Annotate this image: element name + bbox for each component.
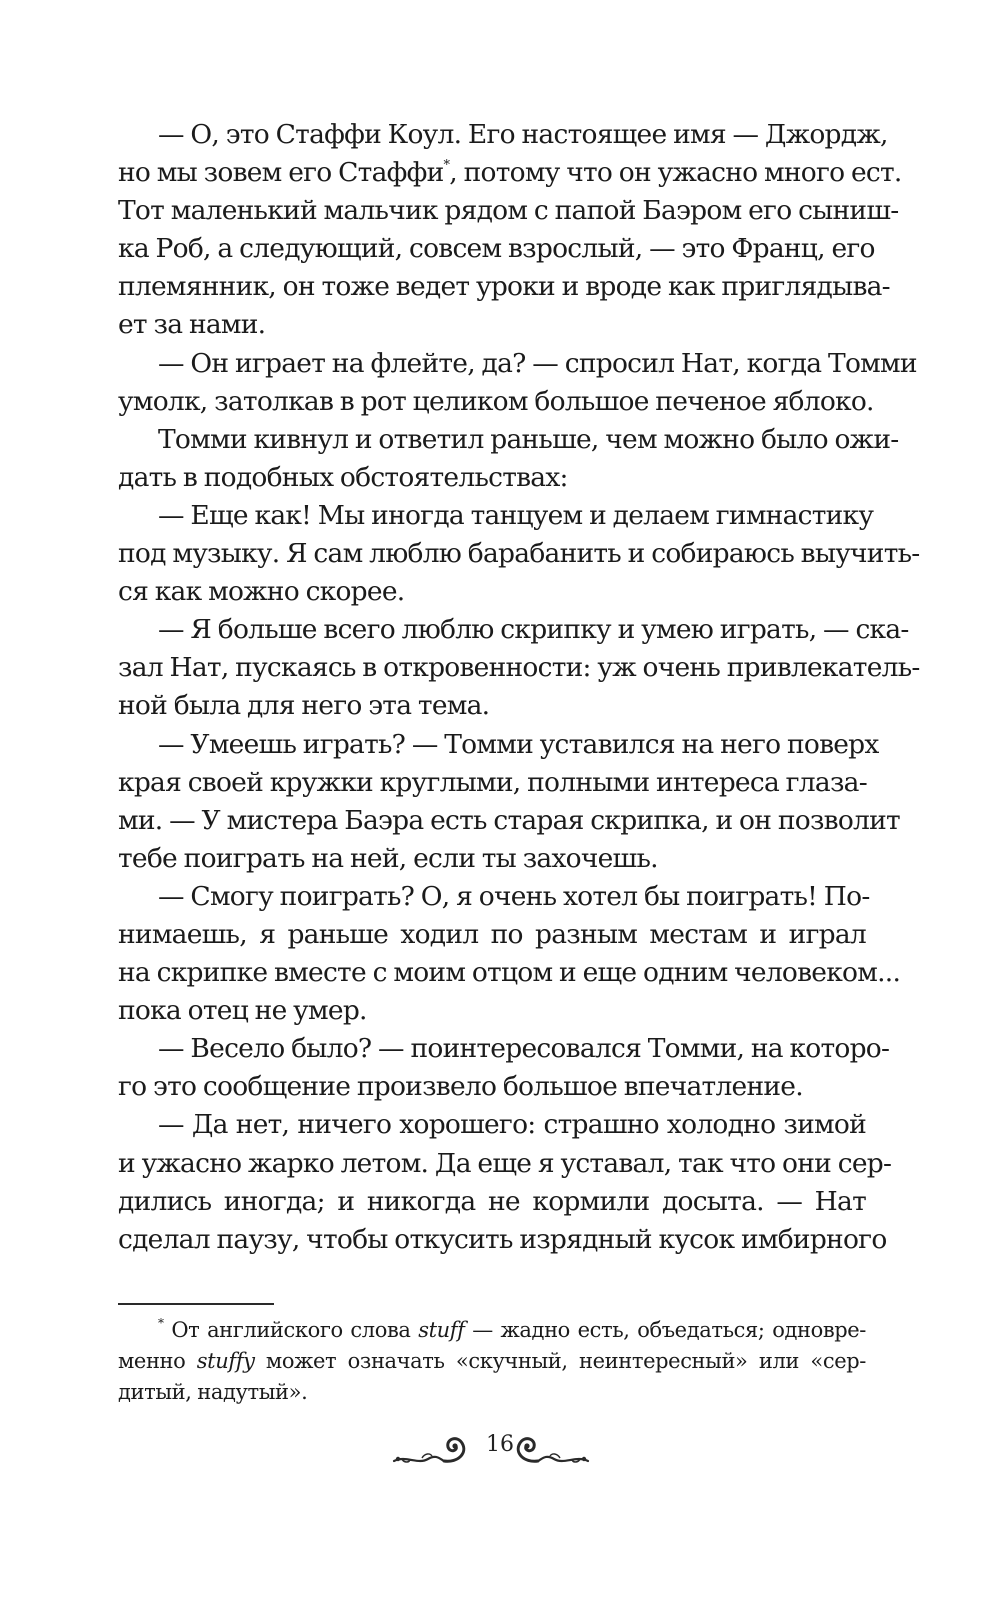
text-line: — Еще как! Мы иногда танцуем и делаем гимнастику (158, 499, 874, 531)
footnote-divider (118, 1303, 274, 1305)
text-line: Томми кивнул и ответил раньше, чем можно было ожи- (158, 423, 899, 455)
text-line: тебе поиграть на ней, если ты захочешь. (118, 842, 658, 874)
text-line: племянник, он тоже ведет уроки и вроде как приглядыва- (118, 271, 890, 303)
foreign-word: stuffy (196, 1349, 255, 1373)
text-line (118, 154, 902, 192)
text-line: дать в подобных обстоятельствах: (118, 461, 568, 493)
text-line: ся как можно скорее. (118, 576, 405, 608)
text-line: под музыку. Я сам люблю барабанить и собираюсь выучить- (118, 538, 920, 570)
text-line: — Умеешь играть? — Томми уставился на него поверх (158, 728, 879, 760)
footnote-marker: * (443, 158, 450, 174)
text-line: сделал паузу, чтобы откусить изрядный кусок имбирного (118, 1223, 887, 1255)
text-line: — Смогу поиграть? О, я очень хотел бы поиграть! По- (158, 880, 870, 912)
footnote-line: дитый, надутый». (118, 1380, 308, 1404)
footnote-line (118, 1346, 866, 1377)
text-segment: менно (118, 1349, 197, 1373)
text-line: ной была для него эта тема. (118, 690, 490, 722)
text-line: пока отец не умер. (118, 995, 367, 1027)
text-line: умолк, затолкав в рот целиком большое печеное яблоко. (118, 385, 874, 417)
text-line: — О, это Стаффи Коул. Его настоящее имя — Джордж, (158, 119, 888, 150)
text-line: ка Роб, а следующий, совсем взрослый, — это Франц, его (118, 233, 875, 265)
footnote-marker: * (158, 1316, 164, 1330)
text-segment: — жадно есть, объедаться; одновре- (464, 1318, 867, 1342)
text-line: зал Нат, пускаясь в откровенности: уж очень привлекатель- (118, 652, 920, 684)
footnote-line (118, 1315, 866, 1346)
text-segment: От английского слова (171, 1318, 419, 1342)
foreign-word: stuff (418, 1318, 465, 1342)
footnote (118, 1315, 866, 1408)
text-segment: может означать «скучный, неинтересный» или «сер- (254, 1349, 866, 1373)
text-line: го это сообщение произвело большое впечатление. (118, 1071, 803, 1103)
text-line: ми. — У мистера Баэра есть старая скрипка, и он позволит (118, 804, 900, 836)
text-segment: но мы зовем его Стаффи (118, 157, 444, 189)
scroll-ornament-icon (392, 1431, 470, 1471)
page-number: 16 (486, 1432, 514, 1457)
text-line: нимаешь, я раньше ходил по разным местам и играл (118, 918, 866, 950)
text-line: — Он играет на флейте, да? — спросил Нат, когда Томми (158, 347, 917, 379)
body-text (118, 116, 920, 1259)
text-segment: , потому что он ужасно много ест. (449, 157, 902, 189)
text-line: на скрипке вместе с моим отцом и еще одним человеком... (118, 957, 901, 989)
text-line: дились иногда; и никогда не кормили досыта. — Нат (118, 1185, 866, 1217)
text-line: Тот маленький мальчик рядом с папой Баэром его сыниш- (118, 195, 899, 227)
text-line: — Да нет, ничего хорошего: страшно холодно зимой (158, 1109, 866, 1141)
text-line: и ужасно жарко летом. Да еще я уставал, так что они сер- (118, 1147, 892, 1179)
text-line: ет за нами. (118, 309, 266, 341)
text-line: — Я больше всего люблю скрипку и умею играть, — ска- (158, 614, 909, 646)
text-line: — Весело было? — поинтересовался Томми, на которо- (158, 1033, 890, 1065)
text-line: края своей кружки круглыми, полными интереса глаза- (118, 766, 867, 798)
